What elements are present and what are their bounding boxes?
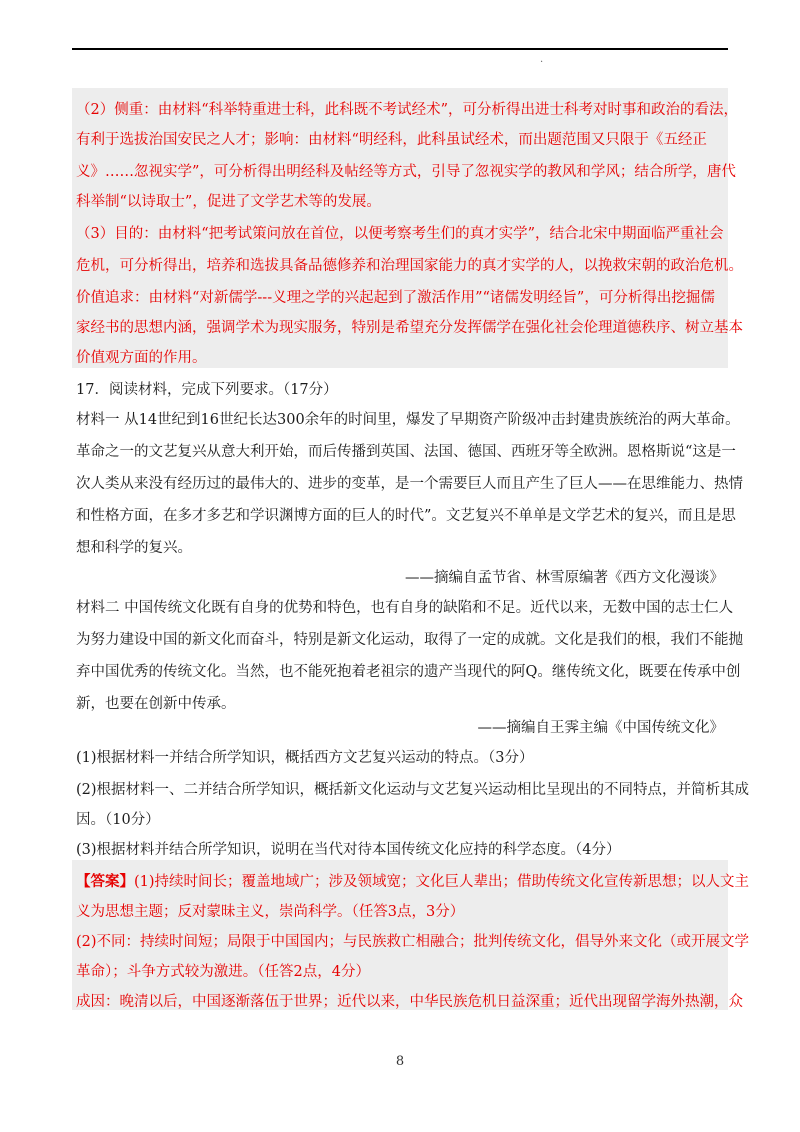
material-2-line: 材料二 中国传统文化既有自身的优势和特色，也有自身的缺陷和不足。近代以来，无数中国的志士仁人 — [76, 600, 734, 616]
answer-2-line: 义》……忽视实学”，可分析得出明经科及帖经等方式，引导了忽视实学的教风和学风；结合所学，唐代 — [76, 164, 736, 180]
material-1-source: ——摘编自孟节省、林雪原编著《西方文化漫谈》 — [405, 570, 724, 586]
answer-17-line: 义为思想主题；反对蒙昧主义，崇尚科学。（任答3点，3分） — [76, 904, 465, 920]
material-2-line: 弃中国优秀的传统文化。当然，也不能死抱着老祖宗的遗产当现代的阿Q。继传统文化，既要在传承中创 — [76, 664, 741, 680]
answer-2-line: （2）侧重：由材料“科举特重进士科，此科既不考试经术”，可分析得出进士科考对时事和政治的看法， — [76, 102, 739, 118]
question-line: (3)根据材料并结合所学知识，说明在当代对待本国传统文化应持的科学态度。（4分） — [76, 842, 621, 858]
material-1-line: 革命之一的文艺复兴从意大利开始，而后传播到英国、法国、德国、西班牙等全欧洲。恩格斯说“这是一 — [76, 444, 736, 460]
answer-3-line: （3）目的：由材料“把考试策问放在首位，以便考察考生们的真才实学”，结合北宋中期面临严重社会 — [76, 226, 724, 242]
header-dot: . — [540, 54, 544, 65]
answer-17-line: 成因：晚清以后，中国逐渐落伍于世界；近代以来，中华民族危机日益深重；近代出现留学海外热潮，众 — [76, 994, 743, 1010]
header-rule — [72, 48, 728, 50]
answer-3-line: 价值观方面的作用。 — [76, 350, 207, 366]
answer-3-line: 价值追求：由材料“对新儒学---义理之学的兴起起到了激活作用”“诸儒发明经旨”，可分析得出挖掘儒 — [76, 290, 715, 306]
material-1-line: 和性格方面，在多才多艺和学识渊博方面的巨人的时代”。文艺复兴不单单是文学艺术的复兴，而且是思 — [76, 508, 736, 524]
material-2-line: 为努力建设中国的新文化而奋斗，特别是新文化运动，取得了一定的成就。文化是我们的根，我们不能抛 — [76, 632, 743, 648]
question-line: (1)根据材料一并结合所学知识，概括西方文艺复兴运动的特点。（3分） — [76, 750, 534, 766]
question-line: 因。（10分） — [76, 812, 160, 828]
material-1-line: 想和科学的复兴。 — [76, 540, 192, 556]
answer-2-line: 有利于选拔治国安民之人才；影响：由材料“明经科，此科虽试经术，而出题范围又只限于《五经正 — [76, 132, 707, 148]
material-2-source: ——摘编自王霁主编《中国传统文化》 — [477, 720, 724, 736]
answer-3-line: 危机，可分析得出，培养和选拔具备品德修养和治理国家能力的真才实学的人，以挽救宋朝的政治危机。 — [76, 258, 743, 274]
material-1-line: 材料一 从14世纪到16世纪长达300余年的时间里，爆发了早期资产阶级冲击封建贵族统治的两大革命。 — [76, 412, 740, 428]
answer-3-line: 家经书的思想内涵，强调学术为现实服务，特别是希望充分发挥儒学在强化社会伦理道德秩序、树立基本 — [76, 320, 743, 336]
answer-tag: 【答案】 — [76, 873, 134, 890]
answer-17-line: 革命）；斗争方式较为激进。（任答2点，4分） — [76, 964, 370, 980]
page-number: 8 — [395, 1054, 405, 1069]
answer-17-line-1: 【答案】(1)持续时间长；覆盖地域广；涉及领域宽；文化巨人辈出；借助传统文化宣传新思想；以人文主 — [76, 873, 750, 890]
answer-17-line: (2)不同：持续时间短；局限于中国国内；与民族救亡相融合；批判传统文化，倡导外来文化（或开展文学 — [76, 934, 750, 950]
answer-2-line: 科举制“以诗取士”，促进了文学艺术等的发展。 — [76, 194, 381, 210]
material-2-line: 新，也要在创新中传承。 — [76, 696, 236, 712]
question-line: (2)根据材料一、二并结合所学知识，概括新文化运动与文艺复兴运动相比呈现出的不同特点，并简析其成 — [76, 782, 750, 798]
material-1-line: 次人类从来没有经历过的最伟大的、进步的变革，是一个需要巨人而且产生了巨人——在思维能力、热情 — [76, 476, 743, 492]
question-17-title: 17．阅读材料，完成下列要求。（17分） — [76, 382, 338, 398]
